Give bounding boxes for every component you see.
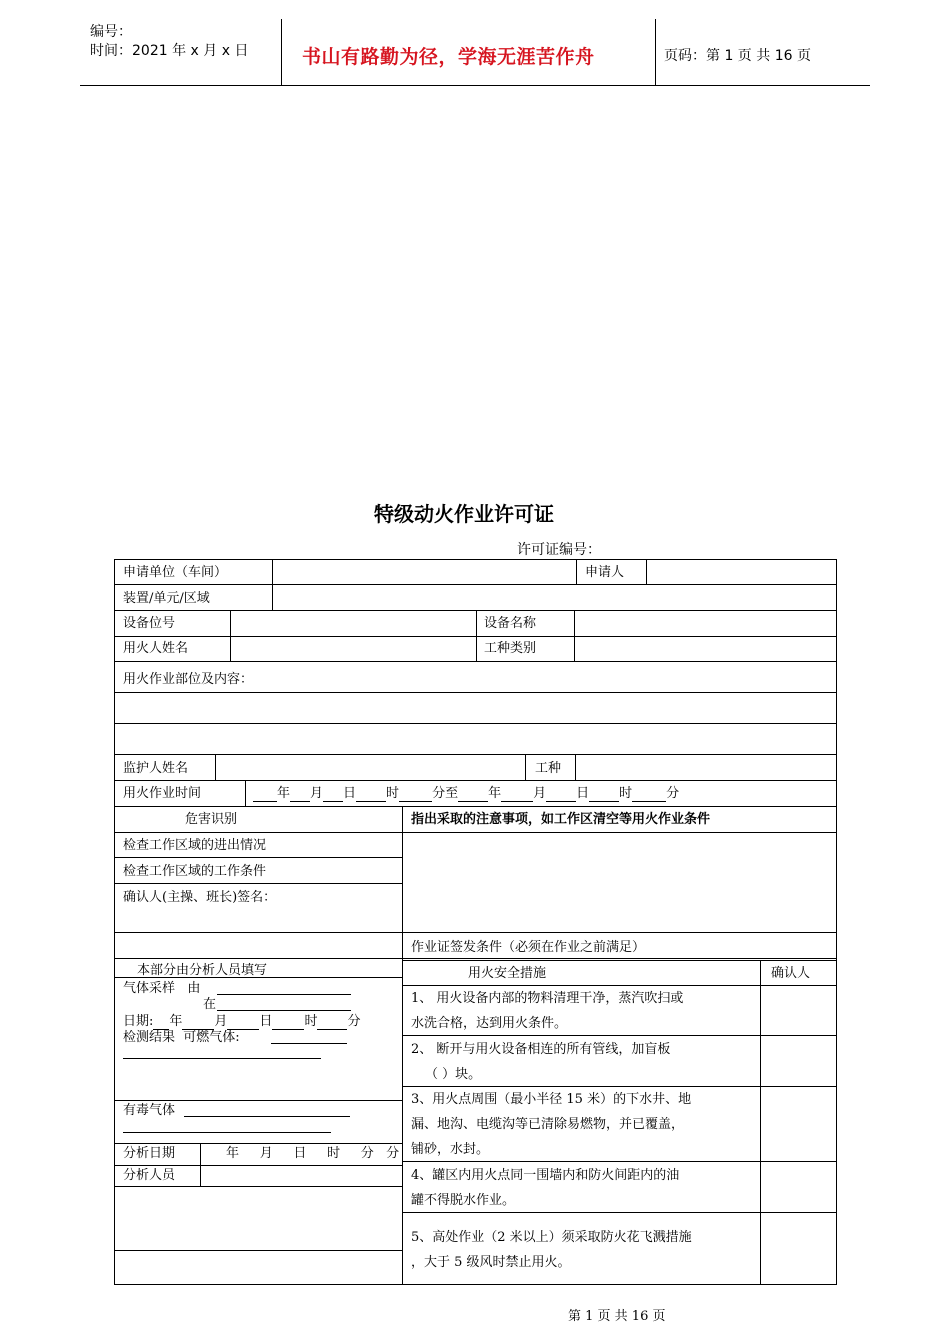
condition-2-line2: （ ）块。 [425, 1067, 482, 1082]
label-work-type: 工种类别 [484, 641, 537, 656]
condition-2-line1: 2、 断开与用火设备相连的所有管线，加盲板 [411, 1042, 671, 1057]
condition-5-line1: 5、高处作业（2 米以上）须采取防火花飞溅措施 [411, 1230, 692, 1245]
col-confirm: 确认人 [771, 966, 811, 981]
analysis-date: 分析日期 [123, 1146, 176, 1161]
condition-5-line2: ，大于 5 级风时禁止用火。 [411, 1255, 571, 1270]
doc-time-label: 时间：2021 年 x 月 x 日 [90, 43, 249, 59]
condition-1-line2: 水洗合格，达到用火条件。 [411, 1016, 568, 1031]
label-fire-user: 用火人姓名 [123, 641, 189, 656]
form-title: 特级动火作业许可证 [374, 502, 554, 526]
check-access: 检查工作区域的进出情况 [123, 838, 267, 853]
label-fire-location: 用火作业部位及内容： [123, 672, 254, 687]
label-device-area: 装置/单元/区域 [123, 591, 210, 606]
condition-3-line1: 3、用火点周围（最小半径 15 米）的下水井、地 [411, 1092, 692, 1107]
doc-number-label: 编号： [90, 24, 132, 40]
condition-3-line3: 铺砂，水封。 [411, 1142, 490, 1157]
label-apply-unit: 申请单位（车间） [123, 565, 228, 580]
hazard-header: 危害识别 [185, 812, 238, 827]
analysis-title: 本部分由分析人员填写 [137, 963, 268, 978]
motto: 书山有路勤为径，学海无涯苦作舟 [302, 46, 595, 68]
confirmer-signature: 确认人(主操、班长)签名： [123, 890, 277, 905]
page-info: 页码：第 1 页 共 16 页 [664, 48, 811, 64]
conditions-title: 作业证签发条件（必须在作业之前满足） [411, 940, 646, 955]
analysis-date-units: 年 月 日 时 分 分 [226, 1146, 400, 1161]
gas-sampling: 气体采样 由 [123, 981, 201, 996]
work-time-fields[interactable]: 年 月 日 时 分至 年 月 日 时 分 [253, 786, 679, 802]
col-measures: 用火安全措施 [468, 966, 547, 981]
precautions-header: 指出采取的注意事项，如工作区清空等用火作业条件 [411, 812, 711, 827]
label-equip-name: 设备名称 [484, 616, 537, 631]
sampling-at: 在 [203, 997, 217, 1012]
condition-3-line2: 漏、地沟、电缆沟等已清除易燃物，并已覆盖， [411, 1117, 685, 1132]
condition-4-line2: 罐不得脱水作业。 [411, 1193, 516, 1208]
sampling-date: 日期: 年 月 日 时 分 [123, 1014, 361, 1029]
label-equip-no: 设备位号 [123, 616, 176, 631]
page-footer: 第 1 页 共 16 页 [568, 1309, 666, 1324]
label-guardian-type: 工种 [535, 761, 562, 776]
condition-1-line1: 1、 用火设备内部的物料清理干净，蒸汽吹扫或 [411, 991, 684, 1006]
check-conditions: 检查工作区域的工作条件 [123, 864, 267, 879]
label-work-time: 用火作业时间 [123, 786, 202, 801]
label-guardian: 监护人姓名 [123, 761, 189, 776]
analyst: 分析人员 [123, 1168, 176, 1183]
condition-4-line1: 4、罐区内用火点同一围墙内和防火间距内的油 [411, 1168, 680, 1183]
detection-result: 检测结果 可燃气体: [123, 1030, 240, 1045]
label-applicant: 申请人 [585, 565, 625, 580]
permit-number-label: 许可证编号： [517, 542, 601, 558]
toxic-gas: 有毒气体 [123, 1103, 176, 1118]
